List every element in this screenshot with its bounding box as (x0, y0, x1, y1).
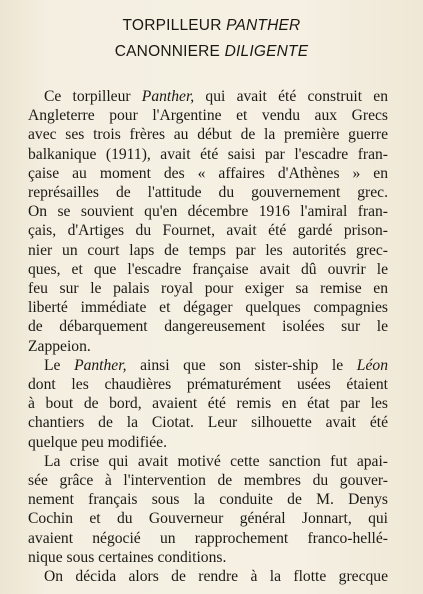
text-line: de débarquement dangereusement isolées sur le (28, 318, 388, 336)
text-line: ques, et que l'escadre française avait dû ouvrir le (28, 260, 388, 278)
text-line: feu sur le palais royal pour exiger sa remise en (28, 280, 388, 298)
article-body (28, 87, 388, 586)
text-line: On décida alors de rendre à la flotte grecque (44, 568, 388, 586)
paragraph (28, 567, 388, 586)
text-line: dont les chaudières prématurément usées étaient (28, 376, 388, 394)
text-line: avec ses trois frères au début de la première guerre (28, 126, 388, 144)
text-line: balkanique (1911), avait été saisi par l'escadre fran- (28, 145, 388, 163)
text-line: représailles de l'attitude du gouvernement grec. (28, 184, 388, 202)
heading-ship-name: DILIGENTE (224, 43, 309, 60)
heading-torpilleur (0, 17, 423, 35)
ship-name: Panther, (74, 356, 127, 374)
heading-ship-name: PANTHER (226, 17, 301, 34)
text-line: nement français sous la conduite de M. Denys (28, 491, 388, 509)
text-line: Zappeion. (28, 337, 91, 355)
text-line: nique sous certaines conditions. (28, 548, 227, 566)
heading-prefix: CANONNIERE (114, 43, 225, 60)
text-line: On se souvient qu'en décembre 1916 l'amiral fran- (28, 203, 388, 221)
paragraph (28, 87, 388, 356)
paragraph (28, 452, 388, 567)
heading-prefix: TORPILLEUR (122, 17, 227, 34)
text-line: quelque peu modifiée. (28, 433, 167, 451)
text-line: Ce torpilleur Panther, qui avait été construit en (44, 88, 389, 105)
text-line: Le Panther, ainsi que son sister-ship le Léon (44, 356, 388, 374)
ship-name: Panther, (141, 88, 195, 105)
text-line: çaise au moment des « affaires d'Athènes » en (28, 164, 388, 182)
text-line: çais, d'Artiges du Fournet, avait été gardé prison- (28, 222, 388, 240)
text-line: nier un court laps de temps par les autorités grec- (28, 241, 388, 259)
text-line: Angleterre pour l'Argentine et vendu aux Grecs (28, 107, 388, 125)
text-line: avaient négocié un rapprochement franco-hellé- (28, 529, 388, 547)
paragraph (28, 356, 388, 452)
text-line: liberté immédiate et dégager quelques compagnies (28, 299, 388, 317)
text-line: Cochin et du Gouverneur général Jonnart, qui (28, 510, 388, 528)
heading-canonniere (0, 43, 423, 61)
ship-name: Léon (356, 356, 388, 374)
text-line: chantiers de la Ciotat. Leur silhouette avait été (28, 414, 388, 432)
text-line: sée grâce à l'intervention de membres du gouver- (28, 472, 388, 490)
text-line: à bout de bord, avaient été remis en état par les (28, 395, 388, 413)
text-line: La crise qui avait motivé cette sanction fut apai- (44, 452, 388, 470)
